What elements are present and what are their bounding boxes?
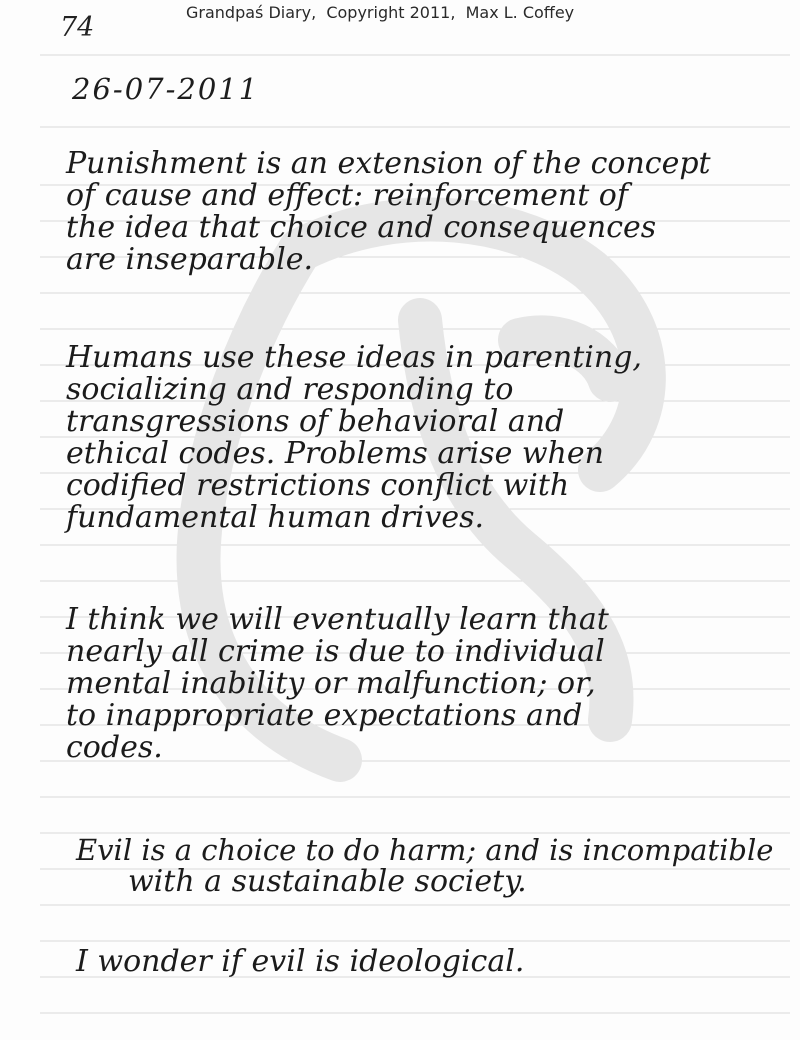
- text-line: mental inability or malfunction; or,: [66, 666, 596, 701]
- text-line: codified restrictions conflict with: [66, 468, 570, 503]
- page-number: 74: [60, 12, 95, 43]
- paragraph-punishment: [66, 148, 711, 276]
- paragraph-crime: [66, 604, 609, 764]
- text-line: codes.: [66, 730, 163, 765]
- entry-date: 26-07-2011: [72, 72, 260, 106]
- text-line: socializing and responding to: [66, 372, 514, 407]
- text-line: transgressions of behavioral and: [66, 404, 565, 439]
- paragraph-evil: [76, 834, 773, 898]
- text-line: ethical codes. Problems arise when: [66, 436, 604, 471]
- text-line: Evil is a choice to do harm; and is incompatible: [76, 833, 774, 867]
- text-line: to inappropriate expectations and: [66, 698, 583, 733]
- text-line: nearly all crime is due to individual: [66, 634, 605, 669]
- text-line: are inseparable.: [66, 242, 313, 277]
- diary-header: Grandpaś Diary, Copyright 2011, Max L. Coffey: [186, 3, 575, 22]
- paragraph-humans: [66, 342, 642, 534]
- text-line: with a sustainable society.: [128, 864, 527, 899]
- text-line: I wonder if evil is ideological.: [76, 944, 525, 979]
- text-line: Punishment is an extension of the concept: [66, 146, 711, 181]
- text-line: I think we will eventually learn that: [66, 602, 609, 637]
- text-line: fundamental human drives.: [66, 500, 485, 535]
- text-line: Humans use these ideas in parenting,: [66, 340, 642, 375]
- text-line: of cause and effect: reinforcement of: [66, 178, 628, 213]
- text-line: the idea that choice and consequences: [66, 210, 657, 245]
- paragraph-wonder: [76, 946, 524, 978]
